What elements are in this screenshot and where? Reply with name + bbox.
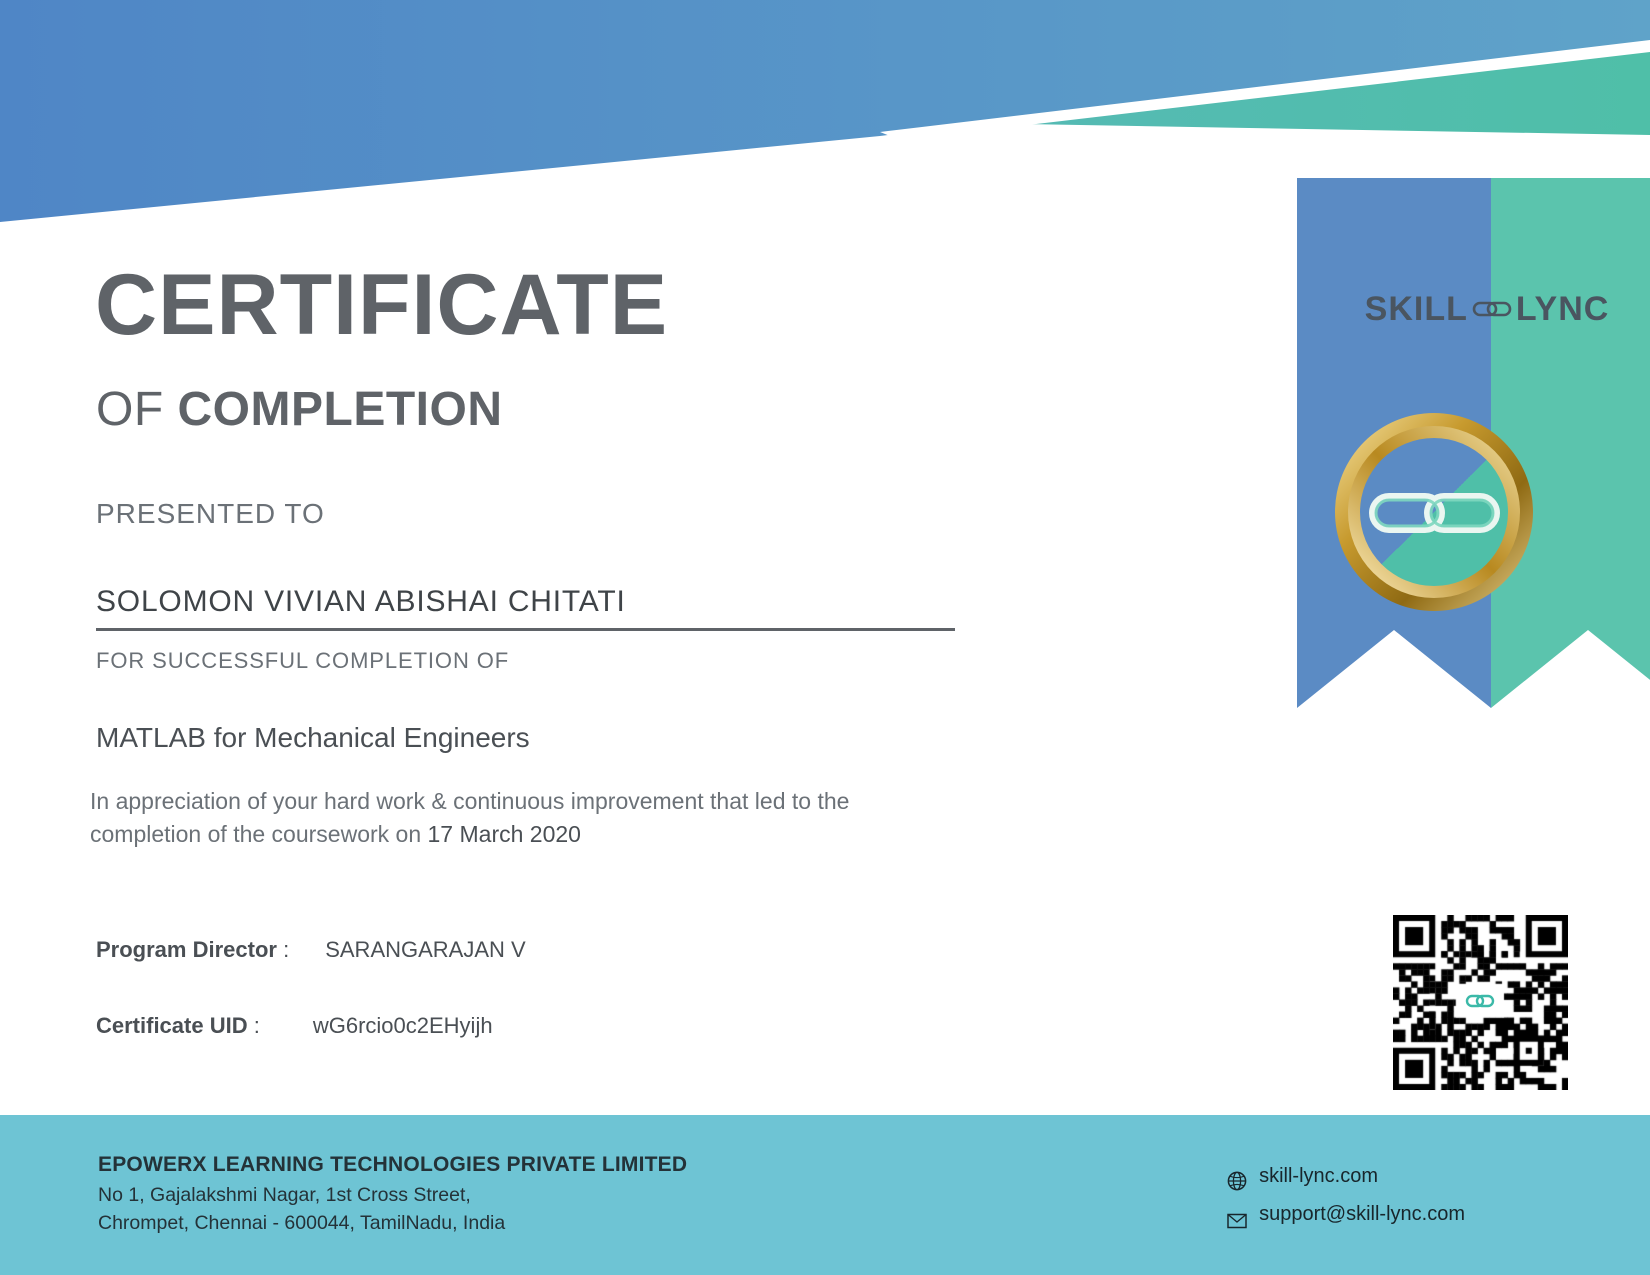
footer-website-text: skill-lync.com [1259, 1165, 1378, 1187]
subtitle-of: OF [96, 383, 164, 436]
program-director-field [96, 937, 526, 963]
paperclip-link-icon [1472, 292, 1512, 331]
certificate-uid-field [96, 1013, 493, 1039]
logo-text-left: SKILL [1364, 290, 1468, 328]
program-director-name: SARANGARAJAN V [325, 937, 526, 962]
footer [0, 1115, 1650, 1275]
footer-website-row[interactable] [1227, 1157, 1465, 1195]
footer-company-name: EPOWERX LEARNING TECHNOLOGIES PRIVATE LIMITED [98, 1153, 688, 1176]
subtitle-completion: COMPLETION [177, 383, 503, 436]
certificate-uid-label: Certificate UID [96, 1013, 248, 1038]
certificate-subtitle [96, 382, 503, 437]
for-successful-completion-label: FOR SUCCESSFUL COMPLETION OF [96, 648, 510, 673]
course-name: MATLAB for Mechanical Engineers [96, 722, 530, 753]
logo-text-right: LYNC [1515, 290, 1610, 328]
footer-address-line2: Chrompet, Chennai - 600044, TamilNadu, India [98, 1212, 506, 1235]
appreciation-body: In appreciation of your hard work & continuous improvement that led to the completion of the coursework on [90, 788, 850, 848]
footer-contact [1227, 1157, 1465, 1233]
program-director-label: Program Director [96, 937, 277, 962]
globe-icon [1227, 1166, 1247, 1186]
footer-email-row[interactable] [1227, 1195, 1465, 1233]
recipient-underline [96, 628, 955, 631]
certificate-uid-value: wG6rcio0c2EHyijh [312, 1013, 493, 1038]
qr-center-paperclip-icon [1465, 990, 1495, 1012]
footer-address [98, 1181, 505, 1238]
program-director-colon: : [283, 937, 290, 962]
envelope-icon [1227, 1204, 1247, 1224]
appreciation-text [90, 785, 930, 852]
completion-date: 17 March 2020 [427, 821, 581, 848]
footer-email-text: support@skill-lync.com [1259, 1203, 1465, 1225]
skill-lync-logo [1352, 290, 1622, 331]
gold-medal-paperclip-icon [1332, 410, 1537, 615]
recipient-name: SOLOMON VIVIAN ABISHAI CHITATI [96, 585, 626, 618]
page-title: CERTIFICATE [95, 257, 669, 353]
footer-address-line1: No 1, Gajalakshmi Nagar, 1st Cross Street, [98, 1184, 471, 1206]
presented-to-label: PRESENTED TO [96, 498, 325, 529]
certificate-uid-colon: : [253, 1013, 260, 1038]
